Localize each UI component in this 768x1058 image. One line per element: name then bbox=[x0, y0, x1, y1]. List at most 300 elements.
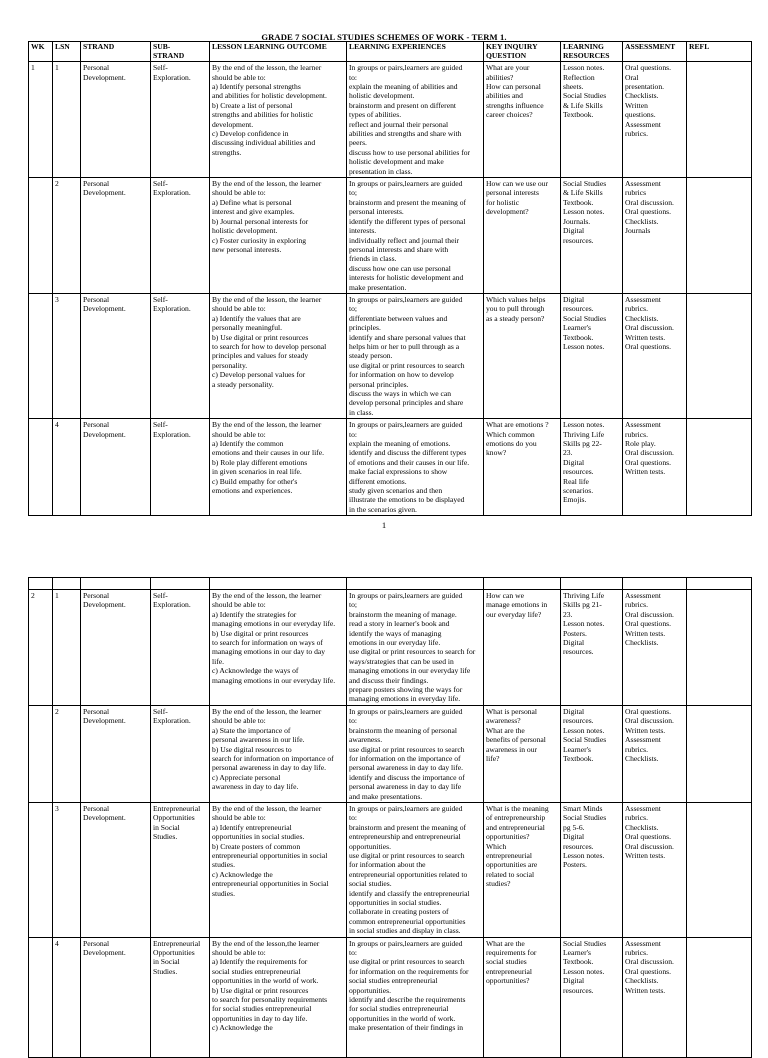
question-line: manage emotions in bbox=[486, 600, 548, 610]
experiences-line: for information on how to develop bbox=[349, 370, 454, 380]
assessment-line: Checklists. bbox=[625, 822, 659, 832]
assessment-line: Checklists. bbox=[625, 91, 659, 101]
cell-substrand bbox=[151, 419, 210, 516]
outcome-line: c) Acknowledge the bbox=[212, 869, 273, 879]
blank-header-cell bbox=[210, 578, 347, 590]
strand-line: Personal bbox=[83, 179, 110, 189]
cell-assessment bbox=[623, 802, 687, 937]
cell-outcome bbox=[210, 62, 347, 178]
outcome-line: entrepreneurial opportunities in social bbox=[212, 850, 328, 860]
experiences-line: In groups or pairs,learners are guided bbox=[349, 294, 463, 304]
question-line: requirements for bbox=[486, 948, 537, 958]
experiences-line: presentation in class. bbox=[349, 166, 413, 176]
outcome-line: personality. bbox=[212, 360, 248, 370]
outcome-line: managing emotions in our everyday life. bbox=[212, 619, 336, 629]
experiences-line: explain the meaning of emotions. bbox=[349, 439, 451, 449]
assessment-line: presentation. bbox=[625, 82, 665, 91]
assessment-line: Written tests. bbox=[625, 332, 666, 342]
resources-line: Posters. bbox=[563, 860, 587, 870]
cell-wk bbox=[29, 419, 53, 516]
cell-substrand bbox=[151, 590, 210, 706]
cell-lsn: 3 bbox=[53, 293, 81, 418]
header-experiences bbox=[347, 42, 484, 62]
resources-line: Lesson notes. bbox=[563, 619, 605, 629]
cell-refl bbox=[687, 590, 752, 706]
experiences-line: interests for holistic development and bbox=[349, 273, 464, 283]
assessment-line: Oral discussion. bbox=[625, 716, 674, 726]
experiences-line: use digital or print resources to search bbox=[349, 850, 465, 860]
header-substrand bbox=[151, 42, 210, 62]
question-line: opportunities? bbox=[486, 976, 530, 986]
outcome-line: emotions and their causes in our life. bbox=[212, 448, 324, 458]
resources-line: Skills pg 22- bbox=[563, 439, 602, 449]
question-line: Which bbox=[486, 841, 507, 851]
question-line: Which values helps bbox=[486, 294, 546, 304]
header-text: RESOURCES bbox=[563, 51, 610, 60]
cell-question bbox=[484, 590, 561, 706]
resources-line: Skills pg 21- bbox=[563, 600, 602, 610]
substrand-line: in Social bbox=[153, 822, 180, 832]
resources-line: Thriving Life bbox=[563, 591, 605, 600]
outcome-line: should be able to: bbox=[212, 429, 266, 439]
cell-outcome bbox=[210, 293, 347, 418]
resources-line: Learner's bbox=[563, 323, 591, 333]
assessment-line: Written tests. bbox=[625, 985, 666, 995]
resources-line: Social Studies bbox=[563, 179, 607, 189]
outcome-line: should be able to: bbox=[212, 72, 266, 82]
cell-resources bbox=[561, 62, 623, 178]
assessment-line: Checklists. bbox=[625, 313, 659, 323]
document-title: GRADE 7 SOCIAL STUDIES SCHEMES OF WORK - TERM 1. bbox=[261, 32, 507, 42]
experiences-line: personal interests and share with bbox=[349, 244, 449, 254]
outcome-line: should be able to: bbox=[212, 716, 266, 726]
cell-refl bbox=[687, 62, 752, 178]
assessment-line: Oral bbox=[625, 72, 639, 82]
outcome-line: b) Use digital or print resources bbox=[212, 332, 309, 342]
outcome-line: studies. bbox=[212, 860, 235, 870]
outcome-line: c) Develop confidence in bbox=[212, 129, 289, 139]
assessment-line: Written bbox=[625, 100, 648, 110]
experiences-line: holistic development. bbox=[349, 91, 415, 101]
cell-experiences bbox=[347, 802, 484, 937]
assessment-line: rubrics. bbox=[625, 948, 648, 958]
assessment-line: Oral discussion. bbox=[625, 841, 674, 851]
outcome-line: should be able to: bbox=[212, 600, 266, 610]
outcome-line: a) Identify the common bbox=[212, 439, 284, 449]
outcome-line: should be able to: bbox=[212, 948, 266, 958]
cell-refl bbox=[687, 419, 752, 516]
resources-line: Real life bbox=[563, 476, 589, 486]
blank-header-cell bbox=[687, 578, 752, 590]
resources-line: Digital bbox=[563, 457, 585, 467]
resources-line: Textbook. bbox=[563, 197, 594, 207]
table-row bbox=[29, 705, 752, 802]
substrand-line: Self- bbox=[153, 294, 168, 304]
assessment-line: Oral discussion. bbox=[625, 197, 674, 207]
outcome-line: opportunities in day to day life. bbox=[212, 1013, 308, 1023]
question-line: of entrepreneurship bbox=[486, 813, 546, 823]
outcome-line: and abilities for holistic development. bbox=[212, 91, 327, 101]
outcome-line: opportunities in social studies. bbox=[212, 832, 305, 842]
table-row bbox=[29, 419, 752, 516]
substrand-line: Self- bbox=[153, 420, 168, 430]
experiences-line: for information about the bbox=[349, 860, 426, 870]
assessment-line: Oral questions. bbox=[625, 706, 671, 716]
outcome-line: By the end of the lesson, the learner bbox=[212, 591, 322, 600]
cell-experiences bbox=[347, 705, 484, 802]
outcome-line: life. bbox=[212, 656, 225, 666]
resources-line: Lesson notes. bbox=[563, 63, 605, 73]
experiences-line: social studies. bbox=[349, 879, 392, 889]
experiences-line: entrepreneurship and entrepreneurial bbox=[349, 832, 461, 842]
resources-line: Lesson notes. bbox=[563, 420, 605, 430]
experiences-line: personal principles. bbox=[349, 379, 409, 389]
experiences-line: for social studies entrepreneurial bbox=[349, 1004, 449, 1014]
question-line: entrepreneurial bbox=[486, 966, 532, 976]
header-text: SUB- bbox=[153, 43, 171, 51]
cell-outcome bbox=[210, 419, 347, 516]
experiences-line: to: bbox=[349, 813, 358, 823]
cell-outcome bbox=[210, 937, 347, 1057]
resources-line: 23. bbox=[563, 609, 573, 619]
cell-resources bbox=[561, 293, 623, 418]
cell-lsn: 2 bbox=[53, 178, 81, 294]
question-line: What is the meaning bbox=[486, 803, 549, 813]
experiences-line: discuss how to use personal abilities for bbox=[349, 147, 471, 157]
cell-resources bbox=[561, 705, 623, 802]
outcome-line: c) Build empathy for other's bbox=[212, 476, 298, 486]
strand-line: Development. bbox=[83, 716, 126, 726]
outcome-line: a) Define what is personal bbox=[212, 197, 292, 207]
assessment-line: Written tests. bbox=[625, 467, 666, 477]
cell-wk: 1 bbox=[29, 62, 53, 178]
substrand-line: Entrepreneurial bbox=[153, 803, 201, 813]
experiences-line: identify and discuss the different types bbox=[349, 448, 467, 458]
experiences-line: brainstorm and present on different bbox=[349, 100, 456, 110]
resources-line: Textbook. bbox=[563, 110, 594, 120]
assessment-line: Written tests. bbox=[625, 725, 666, 735]
resources-line: Textbook. bbox=[563, 332, 594, 342]
outcome-line: c) Foster curiosity in exploring bbox=[212, 235, 307, 245]
assessment-line: rubrics bbox=[625, 188, 647, 198]
substrand-line: in Social bbox=[153, 957, 180, 967]
cell-lsn: 4 bbox=[53, 419, 81, 516]
outcome-line: By the end of the lesson,the learner bbox=[212, 938, 320, 948]
resources-line: resources. bbox=[563, 716, 594, 726]
assessment-line: Oral discussion. bbox=[625, 448, 674, 458]
outcome-line: for social studies entrepreneurial bbox=[212, 1004, 312, 1014]
experiences-line: friends in class. bbox=[349, 254, 397, 264]
assessment-line: questions. bbox=[625, 110, 656, 120]
strand-line: Development. bbox=[83, 948, 126, 958]
cell-strand bbox=[81, 62, 151, 178]
experiences-line: In groups or pairs,learners are guided bbox=[349, 591, 463, 600]
assessment-line: Written tests. bbox=[625, 628, 666, 638]
experiences-line: to: bbox=[349, 72, 358, 82]
outcome-line: b) Use digital or print resources bbox=[212, 628, 309, 638]
question-line: as a steady person? bbox=[486, 313, 545, 323]
cell-substrand bbox=[151, 802, 210, 937]
experiences-line: collaborate in creating posters of bbox=[349, 907, 449, 917]
header-text: REFL bbox=[689, 43, 710, 51]
cell-question bbox=[484, 62, 561, 178]
table-row bbox=[29, 802, 752, 937]
outcome-line: b) Use digital resources to bbox=[212, 744, 292, 754]
experiences-line: entrepreneurial opportunities related to bbox=[349, 869, 468, 879]
outcome-line: personal awareness in our life. bbox=[212, 735, 305, 745]
outcome-line: principles and values for steady bbox=[212, 351, 309, 361]
cell-strand bbox=[81, 802, 151, 937]
cell-substrand bbox=[151, 705, 210, 802]
cell-resources bbox=[561, 419, 623, 516]
assessment-line: Assessment bbox=[625, 591, 661, 600]
question-line: Which common bbox=[486, 429, 535, 439]
assessment-line: Assessment bbox=[625, 179, 661, 189]
experiences-line: different emotions. bbox=[349, 476, 407, 486]
resources-line: Learner's bbox=[563, 948, 591, 958]
header-outcome bbox=[210, 42, 347, 62]
cell-refl bbox=[687, 178, 752, 294]
assessment-line: rubrics. bbox=[625, 129, 648, 139]
experiences-line: for information on the requirements for bbox=[349, 966, 469, 976]
question-line: opportunities are bbox=[486, 860, 538, 870]
header-resources bbox=[561, 42, 623, 62]
outcome-line: c) Acknowledge the bbox=[212, 1023, 273, 1033]
cell-resources bbox=[561, 802, 623, 937]
cell-resources bbox=[561, 178, 623, 294]
assessment-line: Journals bbox=[625, 226, 651, 236]
resources-line: Lesson notes. bbox=[563, 850, 605, 860]
outcome-line: interest and give examples. bbox=[212, 207, 295, 217]
experiences-line: use digital or print resources to search for bbox=[349, 647, 476, 657]
cell-resources bbox=[561, 590, 623, 706]
cell-strand bbox=[81, 937, 151, 1057]
blank-header-cell bbox=[151, 578, 210, 590]
cell-assessment bbox=[623, 937, 687, 1057]
experiences-line: identify and classify the entrepreneurial bbox=[349, 888, 470, 898]
cell-outcome bbox=[210, 178, 347, 294]
header-question bbox=[484, 42, 561, 62]
experiences-line: steady person. bbox=[349, 351, 393, 361]
table-row bbox=[29, 293, 752, 418]
outcome-line: discussing individual abilities and bbox=[212, 138, 316, 148]
outcome-line: managing emotions in our day to day bbox=[212, 647, 326, 657]
resources-line: Social Studies bbox=[563, 813, 607, 823]
question-line: abilities? bbox=[486, 72, 514, 82]
experiences-line: common entrepreneurial opportunities bbox=[349, 916, 466, 926]
experiences-line: for information on the importance of bbox=[349, 753, 461, 763]
table-row bbox=[29, 62, 752, 178]
outcome-line: opportunities in the world of work. bbox=[212, 976, 319, 986]
assessment-line: rubrics. bbox=[625, 600, 648, 610]
experiences-line: identify the ways of managing bbox=[349, 628, 442, 638]
resources-line: & Life Skills bbox=[563, 100, 603, 110]
resources-line: Lesson notes. bbox=[563, 207, 605, 217]
outcome-line: By the end of the lesson, the learner bbox=[212, 803, 322, 813]
substrand-line: Exploration. bbox=[153, 304, 191, 314]
table-row bbox=[29, 937, 752, 1057]
experiences-line: social studies entrepreneurial bbox=[349, 976, 438, 986]
experiences-line: illustrate the emotions to be displayed bbox=[349, 495, 465, 505]
assessment-line: rubrics. bbox=[625, 813, 648, 823]
substrand-line: Opportunities bbox=[153, 813, 195, 823]
question-line: What are the bbox=[486, 938, 525, 948]
cell-assessment bbox=[623, 293, 687, 418]
outcome-line: b) Use digital or print resources bbox=[212, 985, 309, 995]
header-text: STRAND bbox=[83, 43, 115, 51]
assessment-line: Role play. bbox=[625, 439, 656, 449]
blank-header-cell bbox=[347, 578, 484, 590]
cell-lsn: 1 bbox=[53, 590, 81, 706]
assessment-line: Oral questions. bbox=[625, 832, 671, 842]
question-line: social studies bbox=[486, 957, 527, 967]
experiences-line: discuss the ways in which we can bbox=[349, 389, 452, 398]
strand-line: Development. bbox=[83, 429, 126, 439]
question-line: studies? bbox=[486, 879, 511, 889]
assessment-line: Assessment bbox=[625, 735, 661, 745]
assessment-line: Written tests. bbox=[625, 850, 666, 860]
cell-wk bbox=[29, 705, 53, 802]
resources-line: Reflection bbox=[563, 72, 595, 82]
assessment-line: Checklists. bbox=[625, 638, 659, 648]
header-text: LEARNING EXPERIENCES bbox=[349, 43, 446, 51]
cell-refl bbox=[687, 802, 752, 937]
cell-outcome bbox=[210, 705, 347, 802]
cell-lsn: 3 bbox=[53, 802, 81, 937]
question-line: awareness in our bbox=[486, 744, 538, 754]
strand-line: Personal bbox=[83, 420, 110, 430]
experiences-line: holistic development and make bbox=[349, 157, 444, 167]
outcome-line: entrepreneurial opportunities in Social bbox=[212, 879, 329, 889]
question-line: abilities and bbox=[486, 91, 523, 101]
resources-line: Social Studies bbox=[563, 735, 607, 745]
header-text: LEARNING bbox=[563, 43, 604, 51]
experiences-line: differentiate between values and bbox=[349, 313, 448, 323]
outcome-line: to search for information on ways of bbox=[212, 638, 323, 648]
cell-experiences bbox=[347, 178, 484, 294]
resources-line: Thriving Life bbox=[563, 429, 605, 439]
experiences-line: and discuss their findings. bbox=[349, 675, 429, 685]
experiences-line: managing emotions in everyday life. bbox=[349, 694, 461, 704]
experiences-line: types of abilities. bbox=[349, 110, 402, 120]
outcome-line: awareness in day to day life. bbox=[212, 782, 299, 792]
question-line: development? bbox=[486, 207, 529, 217]
cell-assessment bbox=[623, 419, 687, 516]
experiences-line: use digital or print resources to search bbox=[349, 744, 465, 754]
experiences-line: opportunities. bbox=[349, 985, 391, 995]
assessment-line: Assessment bbox=[625, 938, 661, 948]
question-line: personal interests bbox=[486, 188, 539, 198]
question-line: you to pull through bbox=[486, 304, 545, 314]
cell-experiences bbox=[347, 62, 484, 178]
experiences-line: prepare posters showing the ways for bbox=[349, 685, 463, 695]
question-line: related to social bbox=[486, 869, 535, 879]
assessment-line: Oral discussion. bbox=[625, 609, 674, 619]
cell-question bbox=[484, 705, 561, 802]
strand-line: Development. bbox=[83, 72, 126, 82]
cell-substrand bbox=[151, 937, 210, 1057]
question-line: and entrepreneurial bbox=[486, 822, 545, 832]
blank-header-cell bbox=[53, 578, 81, 590]
cell-question bbox=[484, 419, 561, 516]
substrand-line: Self- bbox=[153, 706, 168, 716]
experiences-line: in social studies and display in class. bbox=[349, 926, 461, 936]
experiences-line: managing emotions in our everyday life bbox=[349, 666, 471, 676]
experiences-line: read a story in learner's book and bbox=[349, 619, 450, 629]
cell-strand bbox=[81, 590, 151, 706]
experiences-line: individually reflect and journal their bbox=[349, 235, 460, 245]
outcome-line: By the end of the lesson, the learner bbox=[212, 294, 322, 304]
cell-refl bbox=[687, 705, 752, 802]
experiences-line: In groups or pairs,learners are guided bbox=[349, 938, 463, 948]
experiences-line: brainstorm and present the meaning of bbox=[349, 822, 467, 832]
assessment-line: Oral questions. bbox=[625, 619, 671, 629]
outcome-line: c) Appreciate personal bbox=[212, 772, 281, 782]
cell-wk: 2 bbox=[29, 590, 53, 706]
substrand-line: Exploration. bbox=[153, 429, 191, 439]
outcome-line: studies. bbox=[212, 888, 235, 898]
strand-line: Personal bbox=[83, 706, 110, 716]
assessment-line: Assessment bbox=[625, 803, 661, 813]
question-line: for holistic bbox=[486, 197, 520, 207]
resources-line: resources. bbox=[563, 985, 594, 995]
experiences-line: opportunities in social studies. bbox=[349, 898, 442, 907]
experiences-line: to: bbox=[349, 716, 358, 726]
resources-line: Social Studies bbox=[563, 313, 607, 323]
assessment-line: Checklists. bbox=[625, 216, 659, 226]
experiences-line: make presentation of their findings in bbox=[349, 1023, 464, 1033]
question-line: How can we bbox=[486, 591, 524, 600]
experiences-line: to: bbox=[349, 429, 358, 439]
strand-line: Personal bbox=[83, 294, 110, 304]
question-line: What are your bbox=[486, 63, 530, 73]
question-line: entrepreneurial bbox=[486, 850, 532, 860]
experiences-line: helps him or her to pull through as a bbox=[349, 341, 460, 351]
experiences-line: ways/strategies that can be used in bbox=[349, 656, 454, 666]
outcome-line: By the end of the lesson, the learner bbox=[212, 420, 322, 430]
strand-line: Personal bbox=[83, 803, 110, 813]
experiences-line: identify and discuss the importance of bbox=[349, 772, 465, 782]
experiences-line: explain the meaning of abilities and bbox=[349, 82, 458, 91]
question-line: opportunities? bbox=[486, 832, 530, 842]
resources-line: 23. bbox=[563, 448, 573, 458]
experiences-line: to; bbox=[349, 304, 358, 314]
cell-experiences bbox=[347, 937, 484, 1057]
substrand-line: Self- bbox=[153, 63, 168, 73]
outcome-line: holistic development. bbox=[212, 226, 278, 236]
outcome-line: search for information on importance of bbox=[212, 753, 334, 763]
experiences-line: abilities and strengths and share with bbox=[349, 129, 462, 139]
outcome-line: emotions and experiences. bbox=[212, 486, 293, 496]
outcome-line: social studies entrepreneurial bbox=[212, 966, 301, 976]
strand-line: Personal bbox=[83, 591, 110, 600]
cell-wk bbox=[29, 178, 53, 294]
outcome-line: managing emotions in our everyday life. bbox=[212, 675, 336, 685]
experiences-line: awareness. bbox=[349, 735, 383, 745]
experiences-line: in class. bbox=[349, 407, 374, 417]
outcome-line: strengths and abilities for holistic bbox=[212, 110, 314, 120]
experiences-line: emotions in our everyday life. bbox=[349, 638, 441, 648]
resources-line: resources. bbox=[563, 467, 594, 477]
experiences-line: to; bbox=[349, 188, 358, 198]
question-line: strengths influence bbox=[486, 100, 544, 110]
outcome-line: b) Role play different emotions bbox=[212, 457, 308, 467]
cell-substrand bbox=[151, 178, 210, 294]
cell-lsn: 4 bbox=[53, 937, 81, 1057]
experiences-line: of emotions and their causes in our life. bbox=[349, 457, 470, 467]
experiences-line: in the scenarios given. bbox=[349, 504, 417, 514]
assessment-line: Assessment bbox=[625, 420, 661, 430]
